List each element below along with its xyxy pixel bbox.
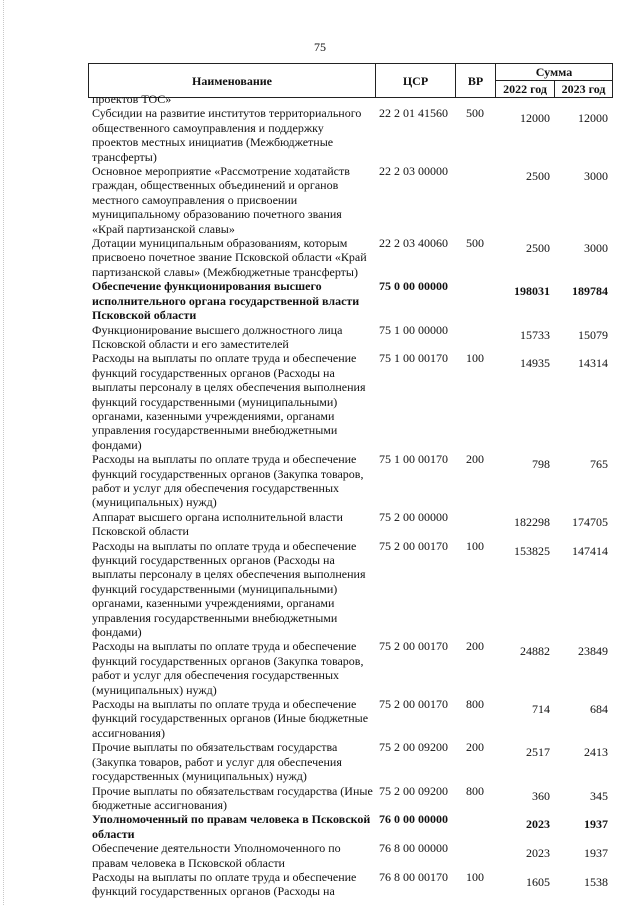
row-sum-2022: 182298: [514, 514, 550, 529]
row-name: Обеспечение функционирования высшего исполнительного органа государственной власти Псковской области: [92, 279, 360, 323]
row-csr: 75 1 00 00170: [379, 452, 448, 467]
row-sum-2022: 198031: [514, 284, 550, 299]
row-sum-2022: 798: [532, 457, 550, 472]
row-csr: 22 2 01 41560: [379, 106, 448, 121]
table-row: [88, 740, 612, 783]
row-vr: 500: [466, 236, 484, 251]
row-name: Расходы на выплаты по оплате труда и обеспечение функций государственных органов (Иные бюджетные ассигнования): [92, 697, 369, 740]
row-vr: 100: [466, 869, 484, 884]
row-sum-2023: 1937: [584, 817, 608, 832]
row-sum-2023: 765: [590, 457, 608, 472]
row-sum-2022: 714: [532, 702, 550, 717]
header-year-2022: 2022 год: [496, 81, 555, 98]
row-csr: 22 2 03 00000: [379, 164, 448, 179]
row-csr: [375, 92, 455, 106]
row-sum-2023: 1538: [584, 874, 608, 889]
row-vr: [455, 164, 495, 236]
row-name: Расходы на выплаты по оплате труда и обеспечение функций государственных органов (Расходы на: [92, 869, 357, 899]
row-vr: 200: [466, 740, 484, 755]
row-csr: 76 8 00 00170: [379, 869, 448, 884]
row-sum-2022: 14935: [520, 356, 550, 371]
row-sum-2022: 2517: [526, 745, 550, 760]
table-row: [88, 841, 612, 870]
row-vr: [455, 279, 495, 322]
header-sum: Сумма: [496, 64, 613, 81]
budget-table-body: [88, 92, 612, 899]
row-csr: 75 2 00 09200: [379, 740, 448, 755]
margin-dotted-line: [3, 0, 4, 905]
row-name: Субсидии на развитие институтов территориального общественного самоуправления и поддержку проектов местных инициатив (Межбюджетные трансферты): [92, 106, 362, 164]
row-name: Функционирование высшего должностного лица Псковской области и его заместителей: [92, 322, 343, 351]
row-csr: 75 0 00 00000: [379, 279, 448, 294]
header-name: Наименование: [89, 64, 376, 98]
row-sum-2023: 3000: [584, 169, 608, 184]
row-csr: 75 2 00 09200: [379, 783, 448, 798]
row-sum-2022: 153825: [514, 543, 550, 558]
header-vr: ВР: [456, 64, 496, 98]
row-vr: 200: [466, 452, 484, 467]
row-sum-2023: 174705: [572, 514, 608, 529]
row-name: проектов ТОС»: [92, 92, 172, 106]
row-sum-2023: 1937: [584, 846, 608, 861]
row-sum-2022: 2500: [526, 241, 550, 256]
row-vr: 200: [466, 639, 484, 654]
table-row: [88, 92, 612, 106]
row-vr: [455, 323, 495, 352]
table-row: [88, 812, 612, 841]
row-name: Расходы на выплаты по оплате труда и обеспечение функций государственных органов (Расходы на выплаты персоналу в целях обеспечения выполнения функций государственными (муниципальными) органами, казенными учреждениями, органами управления государственными внебюджетными фондами): [92, 538, 366, 640]
row-name: Дотации муниципальным образованиям, которым присвоено почетное звание Псковской области «Край партизанской славы» (Межбюджетные трансферты): [92, 236, 367, 279]
row-name: Прочие выплаты по обязательствам государства (Иные бюджетные ассигнования): [92, 783, 373, 812]
row-sum-2022: 2500: [526, 169, 550, 184]
row-sum-2023: 2413: [584, 745, 608, 760]
table-row: [88, 323, 612, 352]
table-row: [88, 164, 612, 236]
row-name: Прочие выплаты по обязательствам государства (Закупка товаров, работ и услуг для обеспечения государственных (муниципальных) нужд): [92, 740, 342, 784]
row-sum-2022: 2023: [526, 817, 550, 832]
row-sum-2023: 3000: [584, 241, 608, 256]
row-name: Расходы на выплаты по оплате труда и обеспечение функций государственных органов (Закупка товаров, работ и услуг для обеспечения государственных (муниципальных) нужд): [92, 639, 364, 697]
row-sum-2023: 147414: [572, 543, 608, 558]
row-sum-2022: 2023: [526, 846, 550, 861]
row-name: Основное мероприятие «Рассмотрение ходатайств граждан, общественных объединений и органов местного самоуправления о присвоении муниципальному образованию почетного звания «Край партизанской славы»: [92, 164, 350, 236]
row-csr: 75 1 00 00000: [379, 322, 448, 337]
row-csr: 75 2 00 00170: [379, 697, 448, 712]
row-vr: [455, 812, 495, 841]
row-sum-2023: 23849: [578, 644, 608, 659]
table-row: [88, 870, 612, 899]
row-name: Расходы на выплаты по оплате труда и обеспечение функций государственных органов (Расходы на выплаты персоналу в целях обеспечения выполнения функций государственными (муниципальными) органами, казенными учреждениями, органами управления государственными внебюджетными фондами): [92, 351, 366, 452]
table-row: [88, 279, 612, 322]
row-vr: 800: [466, 697, 484, 712]
row-vr: 800: [466, 783, 484, 798]
row-sum-2022: 12000: [520, 111, 550, 126]
table-row: [88, 452, 612, 510]
row-vr: [455, 510, 495, 539]
row-csr: 75 2 00 00000: [379, 509, 448, 524]
row-vr: 500: [466, 106, 484, 121]
row-sum-2022: 360: [532, 788, 550, 803]
table-row: [88, 236, 612, 279]
row-sum-2023: 684: [590, 702, 608, 717]
table-row: [88, 351, 612, 452]
header-csr: ЦСР: [376, 64, 456, 98]
row-vr: [455, 841, 495, 870]
row-vr: [455, 92, 495, 106]
row-name: Аппарат высшего органа исполнительной власти Псковской области: [92, 509, 343, 539]
table-row: [88, 539, 612, 640]
row-sum-2022: 15733: [520, 327, 550, 342]
table-row: [88, 784, 612, 813]
row-vr: 100: [466, 351, 484, 366]
table-row: [88, 106, 612, 164]
row-name: Обеспечение деятельности Уполномоченного по правам человека в Псковской области: [92, 841, 341, 870]
row-csr: 75 1 00 00170: [379, 351, 448, 366]
row-csr: 76 8 00 00000: [379, 841, 448, 856]
row-sum-2023: [554, 92, 612, 106]
table-row: [88, 639, 612, 697]
row-csr: 75 2 00 00170: [379, 538, 448, 553]
row-name: Расходы на выплаты по оплате труда и обеспечение функций государственных органов (Закупка товаров, работ и услуг для обеспечения государственных (муниципальных) нужд): [92, 452, 364, 510]
row-name: Уполномоченный по правам человека в Псковской области: [92, 812, 371, 841]
row-sum-2022: [495, 92, 554, 106]
row-sum-2023: 12000: [578, 111, 608, 126]
row-sum-2023: 345: [590, 788, 608, 803]
row-sum-2023: 14314: [578, 356, 608, 371]
row-sum-2022: 24882: [520, 644, 550, 659]
row-vr: 100: [466, 538, 484, 553]
row-csr: 22 2 03 40060: [379, 236, 448, 251]
table-row: [88, 510, 612, 539]
row-csr: 76 0 00 00000: [379, 812, 448, 827]
row-csr: 75 2 00 00170: [379, 639, 448, 654]
row-sum-2023: 189784: [572, 284, 608, 299]
row-sum-2023: 15079: [578, 327, 608, 342]
header-year-2023: 2023 год: [555, 81, 613, 98]
table-row: [88, 697, 612, 740]
row-sum-2022: 1605: [526, 874, 550, 889]
page-number: 75: [314, 40, 326, 54]
